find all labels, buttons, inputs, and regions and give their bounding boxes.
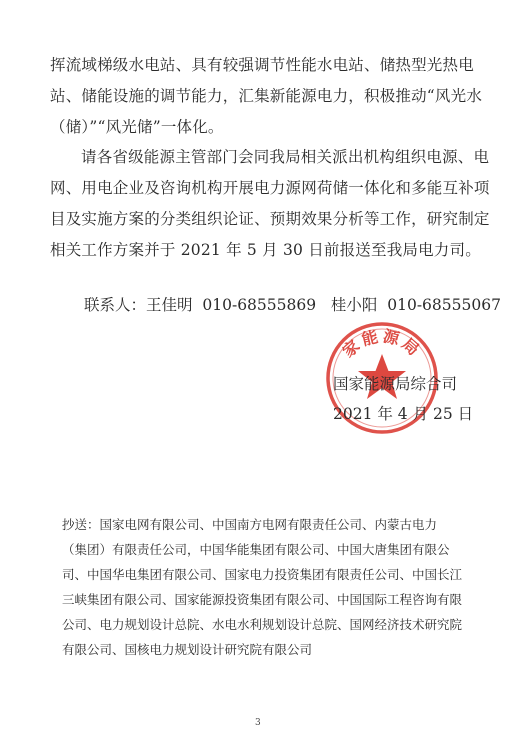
body-paragraph-2: 请各省级能源主管部门会同我局相关派出机构组织电源、电网、用电企业及咨询机构开展电力源网荷储一体化和多能互补项目及实施方案的分类组织论证、预期效果分析等工作，研究制定相关工作方案并于 2021 年 5 月 30 日前报送至我局电力司。 [50, 148, 490, 259]
cc-recipients: 国家电网有限公司、中国南方电网有限责任公司、内蒙古电力（集团）有限责任公司，中国华能集团有限公司、中国大唐集团有限公司、中国华电集团有限公司、国家电力投资集团有限责任公司、中国长江三峡集团有限公司、国家能源投资集团有限公司、中国国际工程咨询有限公司、电力规划设计总院、水电水利规划设计总院、国网经济技术研究院有限公司、国核电力规划设计研究院有限公司 [62, 517, 463, 657]
contact-person-2: 桂小阳 010-68555067 [330, 296, 501, 314]
cc-label: 抄送： [62, 517, 100, 532]
cc-list [62, 512, 462, 662]
page-number: 3 [255, 718, 261, 728]
svg-text:家能源局: 家能源局 [338, 326, 426, 362]
contact-person-1: 王佳明 010-68555869 [146, 296, 317, 314]
contact-line [84, 293, 501, 315]
body-paragraph-1: 挥流域梯级水电站、具有较强调节性能水电站、储热型光热电站、储能设施的调节能力，汇集新能源电力，积极推动“风光水（储）”“风光储”一体化。 [50, 56, 483, 136]
signing-organization: 国家能源局综合司 [333, 375, 458, 393]
signing-date: 2021 年 4 月 25 日 [333, 405, 474, 423]
contact-label: 联系人： [84, 296, 147, 314]
